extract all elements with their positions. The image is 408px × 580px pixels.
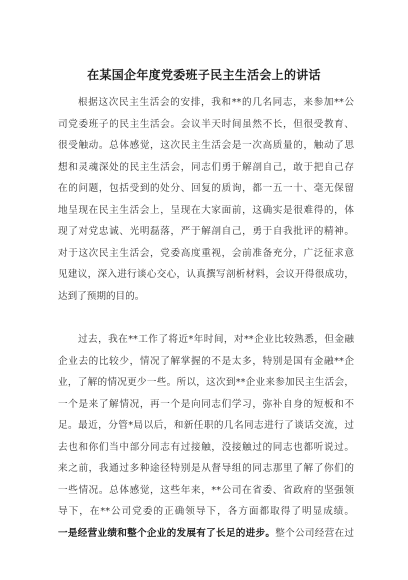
text-line: 业，了解的情况更少一些。所以，这次到**企业来参加民主生活会， xyxy=(58,377,354,388)
text-line: 对于这次民主生活会，党委高度重视，会前准备充分，广泛征求意 xyxy=(58,247,354,259)
text-line: 现了对党忠诚、光明磊落，严于解剖自己，勇于自我批评的精神。 xyxy=(58,226,354,237)
text-line: 想和灵魂深处的民主生活会，同志们勇于解剖自己，敢于把自己存 xyxy=(58,161,354,173)
text-line: 一些情况。总体感觉，这些年来，**公司在省委、省政府的坚强领 xyxy=(58,484,354,496)
text-line: 企业去的比较少，情况了解掌握的不是太多，特别是国有金融**企 xyxy=(58,355,354,367)
text-line: 达到了预期的目的。 xyxy=(58,290,145,302)
text-line: 过去，我在**工作了将近*年时间，对**企业比较熟悉，但金融 xyxy=(78,334,354,345)
text-line: 一个是来了解情况，再一个是向同志们学习，弥补自身的短板和不 xyxy=(58,398,354,410)
text-line: 很受触动。总体感觉，这次民主生活会是一次高质量的，触动了思 xyxy=(58,140,354,151)
text-line: 去也和你们当中部分同志有过接触，没接触过的同志也都听说过。 xyxy=(58,441,354,453)
text-line: 来之前，我通过多种途径特别是从督导组的同志那里了解了你们的 xyxy=(58,463,354,474)
text-continuation: 整个公司经营在过 xyxy=(275,527,354,539)
text-line: 在的问题，包括受到的处分、回复的质询，都一五一十、毫无保留 xyxy=(58,183,354,194)
text-line: 司党委班子的民主生活会。会议半天时间虽然不长，但很受教育、 xyxy=(58,118,354,130)
text-line: 根据这次民主生活会的安排，我和**的几名同志，来参加**公 xyxy=(78,97,354,108)
text-line: 导下，在**公司党委的正确领导下，各方面都取得了明显成绩。 xyxy=(58,506,354,517)
text-line: 足。最近，分管*局以后，和新任职的几名同志进行了谈话交流，过 xyxy=(58,420,354,431)
bold-statement: 一是经营业绩和整个企业的发展有了长足的进步。 xyxy=(58,527,276,539)
text-line: 地呈现在民主生活会上，呈现在大家面前，这确实是很难得的，体 xyxy=(58,204,354,216)
text-line: 见建议，深入进行谈心交心，认真撰写剖析材料，会议开得很成功， xyxy=(58,269,354,280)
text-line-mixed xyxy=(58,523,354,545)
paragraph-1 xyxy=(58,92,354,307)
document-title: 在某国企年度党委班子民主生活会上的讲话 xyxy=(87,68,321,82)
paragraph-2 xyxy=(58,329,354,544)
